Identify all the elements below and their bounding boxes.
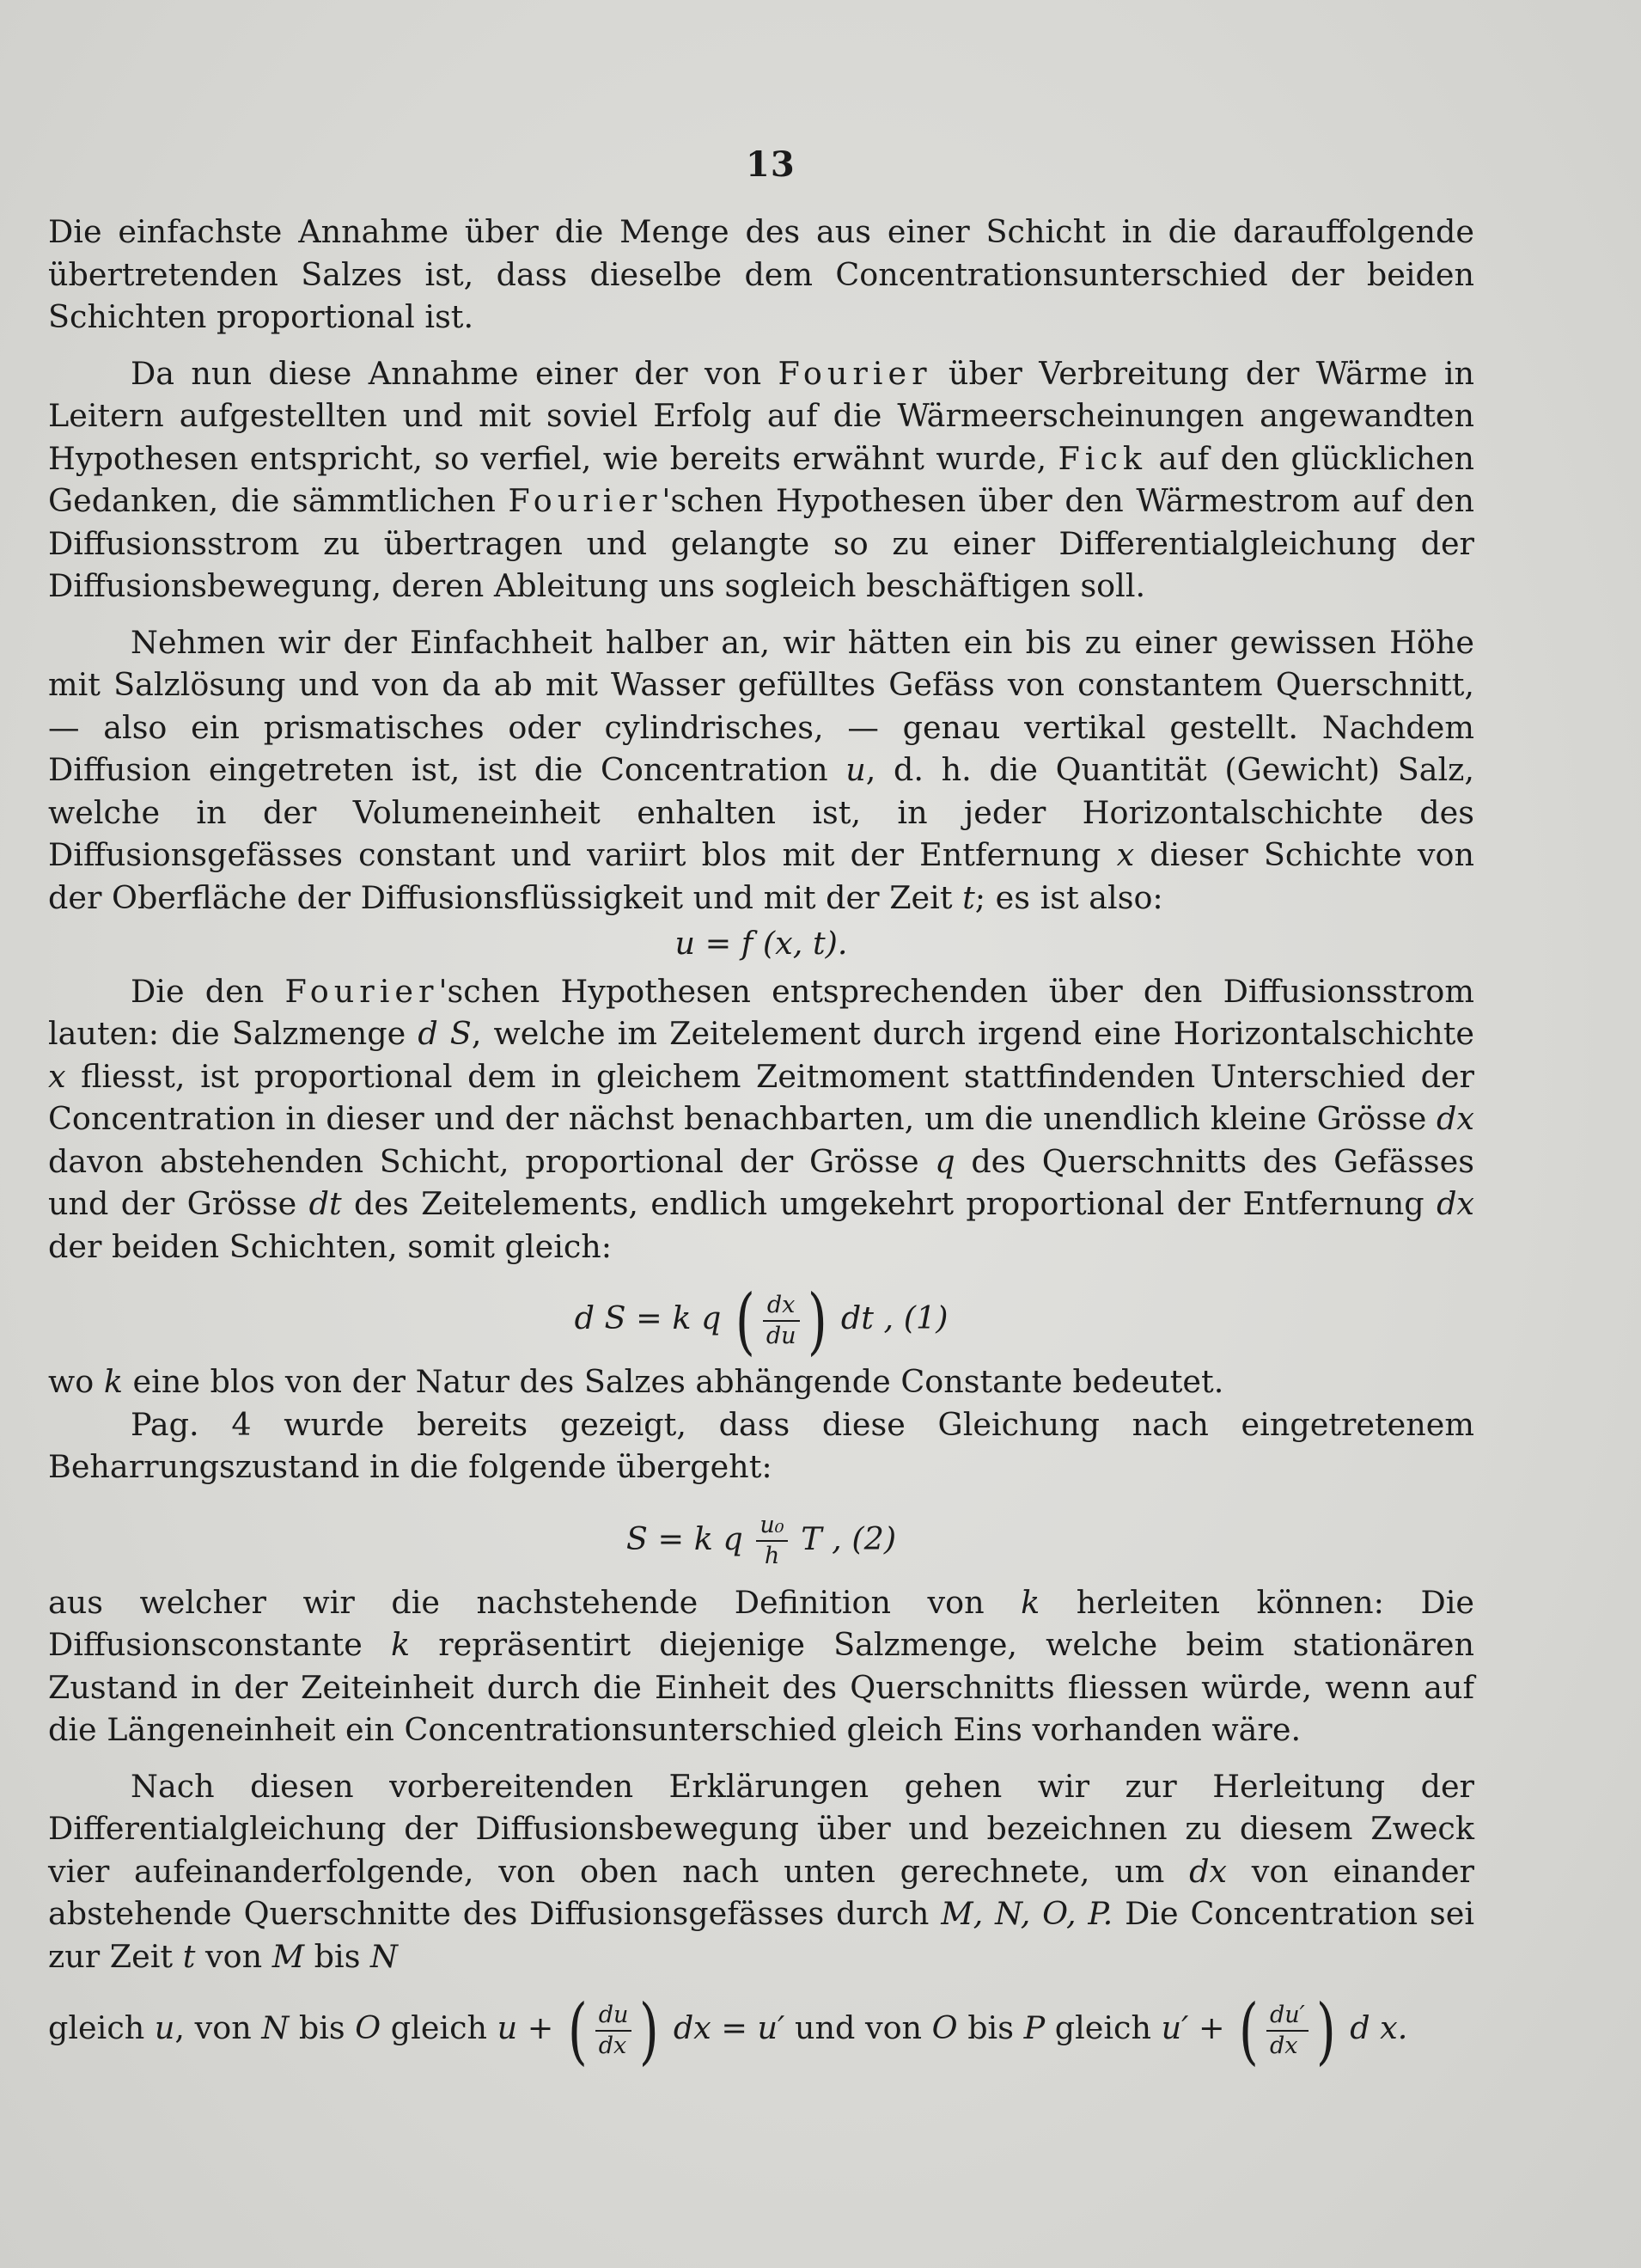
paragraph-3: Nehmen wir der Einfachheit halber an, wir hätten ein bis zu einer gewissen Höhe mit Salzlösung und von da ab mit Wasser gefülltes Gefäss von constantem Querschnitt, — also ein prismatisches oder cylindrisches, — genau vertikal gestellt. Nachdem Diffusion eingetreten ist, ist die Concentration u, d. h. die Quantität (Gewicht) Salz, welche in der Volumeneinheit enhalten ist, in jeder Horizontalschichte des Diffusionsgefässes constant und variirt blos mit der Entfernung x dieser Schichte von der Oberfläche der Diffusionsflüssigkeit und mit der Zeit t; es ist also: — [48, 623, 1474, 916]
fraction: $\frac{du'}{dx}$ — [1266, 2001, 1309, 2061]
body-text — [48, 211, 1475, 2073]
fraction: $\frac{\text{u₀}}{h}$ — [756, 1511, 787, 1571]
author-name: Fourier — [284, 972, 439, 1010]
paragraph-4: Die den Fourier'schen Hypothesen entsprechenden über den Diffusionsstrom lauten: die Salzmenge d S, welche im Zeitelement durch irgend eine Horizontalschichte x fliesst, ist proportional dem in gleichem Zeitmoment stattfindenden Unterschied der Concentration in dieser und der nächst benachbarten, um die unendlich kleine Grösse dx davon abstehenden Schicht, proportional der Grösse q des Querschnitts des Gefässes und der Grösse dt des Zeitelements, endlich umgekehrt proportional der Entfernung dx der beiden Schichten, somit gleich: — [48, 972, 1475, 1265]
paragraph-5: wo k eine blos von der Natur des Salzes abhängende Constante bedeutet. — [48, 1363, 1224, 1400]
paragraph-2: Da nun diese Annahme einer der von Fourier über Verbreitung der Wärme in Leitern aufgestellten und mit soviel Erfolg auf die Wärmeerscheinungen angewandten Hypothesen entspricht, so verfiel, wie bereits erwähnt wurde, Fick auf den glücklichen Gedanken, die sämmtlichen Fourier'schen Hypothesen über den Wärmestrom auf den Diffusionsstrom zu übertragen und gelangte so zu einer Differentialgleichung der Diffusionsbewegung, deren Ableitung uns sogleich beschäftigen soll. — [48, 354, 1475, 604]
paragraph-8: Nach diesen vorbereitenden Erklärungen gehen wir zur Herleitung der Differentialgleichung der Diffusionsbewegung über und bezeichnen zu diesem Zweck vier aufeinanderfolgende, von oben nach unten gerechnete, um dx von einander abstehende Querschnitte des Diffusionsgefässes durch M, N, O, P. Die Concentration sei zur Zeit t von M bis N — [48, 1767, 1474, 1975]
fraction: $\frac{dx}{du}$ — [763, 1291, 800, 1351]
paragraph-7: aus welcher wir die nachstehende Definition von k herleiten können: Die Diffusionsconstante k repräsentirt diejenige Salzmenge, welche beim stationären Zustand in der Zeiteinheit durch die Einheit des Querschnitts fliessen würde, wenn auf die Längeneinheit ein Concentrationsunterschied gleich Eins vorhanden wäre. — [48, 1583, 1475, 1748]
author-name: Fourier — [778, 354, 932, 392]
author-name: Fick — [1058, 439, 1148, 477]
equation-u: u = f (x, t). — [674, 925, 848, 962]
page-number: 13 — [746, 144, 796, 185]
equation-1: d S = k q ( $\frac{dx}{du}$ ) dt , (1) — [574, 1278, 949, 1363]
paragraph-1: Die einfachste Annahme über die Menge des aus einer Schicht in die darauffolgende übertretenden Salzes ist, dass dieselbe dem Concentrationsunterschied der beiden Schichten proportional ist. — [48, 213, 1474, 335]
paragraph-8-final-line: gleich u, von N bis O gleich u + ( $\frac{du}{dx}$ ) dx = u′ und von O bis P gleich u′ + ( $\frac{du'}{dx}$ ) d x. — [48, 1988, 1408, 2073]
equation-2: S = k q $\frac{\text{u₀}}{h}$ T , (2) — [625, 1512, 897, 1569]
paragraph-6: Pag. 4 wurde bereits gezeigt, dass diese Gleichung nach eingetretenem Beharrungszustand in die folgende übergeht: — [48, 1405, 1474, 1485]
fraction: $\frac{du}{dx}$ — [595, 2001, 632, 2061]
author-name: Fourier — [508, 482, 662, 519]
